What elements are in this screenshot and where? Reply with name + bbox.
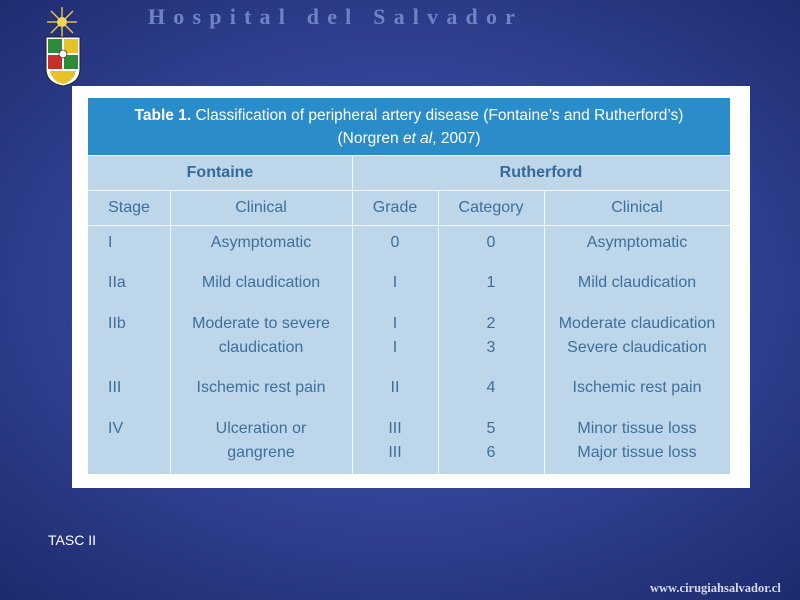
- divider: [88, 190, 730, 191]
- table-row-cell-fontaine-clinical: Moderate to severe: [192, 315, 330, 332]
- table-row-cell-fontaine-clinical: claudication: [218, 339, 304, 356]
- table-row-cell-grade: I: [392, 315, 398, 332]
- table-row-cell-rutherford-clinical: Mild claudication: [577, 274, 697, 291]
- table-row-cell-rutherford-clinical: Ischemic rest pain: [572, 379, 702, 396]
- website-url: www.cirugiahsalvador.cl: [650, 581, 781, 595]
- table-row-cell-stage: IIb: [108, 315, 126, 332]
- table-title-label: Table 1.: [134, 107, 192, 124]
- table-row-cell-rutherford-clinical: Severe claudication: [567, 339, 707, 356]
- column-header-stage: Stage: [108, 199, 150, 216]
- table-row-cell-stage: IIa: [108, 274, 126, 291]
- table-row-cell-grade: 0: [390, 234, 400, 251]
- table-row-cell-fontaine-clinical: gangrene: [227, 444, 295, 461]
- table-title-text: Classification of peripheral artery disease (Fontaine’s and Rutherford’s): [191, 107, 684, 124]
- table-row-cell-stage: I: [108, 234, 113, 251]
- table-row-cell-category: 2: [486, 315, 496, 332]
- table-row-cell-stage: III: [108, 379, 122, 396]
- table-row-cell-category: 3: [486, 339, 496, 356]
- group-header-rutherford: Rutherford: [499, 164, 583, 181]
- column-header-rutherford-clinical: Clinical: [611, 199, 663, 216]
- table-row-cell-stage: IV: [108, 420, 124, 437]
- divider: [88, 155, 730, 156]
- table-row-cell-grade: II: [390, 379, 400, 396]
- citation-em: et al: [402, 130, 433, 147]
- table-row-cell-grade: III: [388, 444, 402, 461]
- table-row-cell-category: 6: [486, 444, 496, 461]
- table-row-cell-fontaine-clinical: Asymptomatic: [210, 234, 312, 251]
- table-row-cell-category: 1: [486, 274, 496, 291]
- table-title: [88, 98, 730, 155]
- table-row-cell-fontaine-clinical: Mild claudication: [201, 274, 321, 291]
- column-header-category: Category: [458, 199, 524, 216]
- table-row-cell-rutherford-clinical: Major tissue loss: [577, 444, 697, 461]
- column-header-fontaine-clinical: Clinical: [235, 199, 287, 216]
- table-card: [72, 86, 750, 488]
- divider: [88, 225, 730, 226]
- table-row-cell-rutherford-clinical: Minor tissue loss: [577, 420, 697, 437]
- coat-of-arms-icon: [44, 35, 82, 87]
- table-row-cell-category: 5: [486, 420, 496, 437]
- table-row-cell-grade: I: [392, 274, 398, 291]
- table-row-cell-rutherford-clinical: Moderate claudication: [558, 315, 716, 332]
- classification-table: [88, 98, 730, 474]
- column-header-grade: Grade: [372, 199, 418, 216]
- table-row-cell-fontaine-clinical: Ischemic rest pain: [196, 379, 326, 396]
- hospital-title: Hospital del Salvador: [148, 4, 524, 29]
- group-header-fontaine: Fontaine: [186, 164, 254, 181]
- table-row-cell-category: 4: [486, 379, 496, 396]
- table-row-cell-category: 0: [486, 234, 496, 251]
- source-note: TASC II: [48, 532, 96, 548]
- table-row-cell-fontaine-clinical: Ulceration or: [215, 420, 307, 437]
- table-row-cell-grade: III: [388, 420, 402, 437]
- sun-star-icon: [44, 6, 80, 38]
- citation-post: , 2007): [432, 130, 481, 147]
- table-row-cell-grade: I: [392, 339, 398, 356]
- table-row-cell-rutherford-clinical: Asymptomatic: [586, 234, 688, 251]
- citation-pre: (Norgren: [337, 130, 403, 147]
